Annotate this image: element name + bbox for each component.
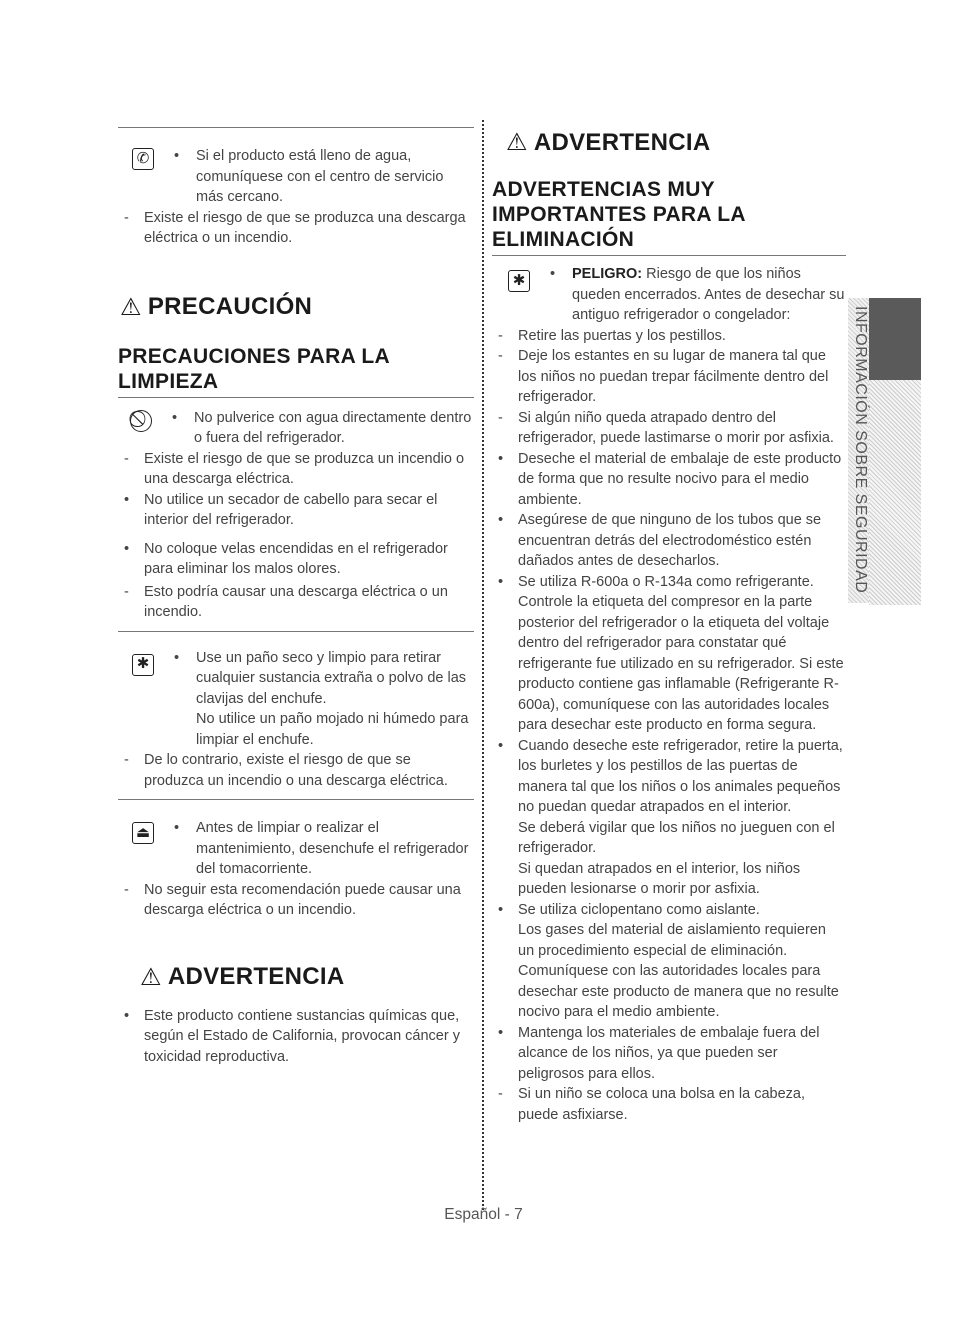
warning-triangle-icon: ⚠ — [140, 963, 162, 991]
phone-icon: ✆ — [132, 148, 154, 170]
warning-triangle-icon: ⚠ — [506, 129, 528, 156]
list-item: Si quedan atrapados en el interior, los niños pueden lesionarse o morir por asfixia. — [518, 860, 801, 897]
limpieza-subheading: PRECAUCIONES PARA LA LIMPIEZA — [118, 344, 390, 393]
warning-triangle-icon: ⚠ — [120, 293, 142, 321]
pano-notice: ✱ • Use un paño seco y limpio para retirar cualquier sustancia extraña o polvo de las clavijas del enchufe. No utilice un paño mojado ni húmedo para limpiar el enchufe. - De lo contrario, existe el riesgo de que se produzca un incendio o una descarga eléctrica. — [124, 649, 469, 789]
side-tab-pattern — [869, 380, 921, 605]
peligro-text: Riesgo de que los niños queden encerrados. Antes de desechar su antiguo refrigerador o congelador: — [572, 266, 845, 323]
service-notice: ✆ • Si el producto está lleno de agua, comuníquese con el centro de servicio más cercano. - Existe el riesgo de que se produzca una descarga eléctrica o un incendio. — [124, 148, 466, 246]
list-item: - Retire las puertas y los pestillos. — [498, 327, 726, 344]
no-spray-icon — [130, 410, 152, 432]
list-item: • Se utiliza R-600a o R-134a como refrigerante. Controle la etiqueta del compresor en la parte posterior del refrigerador o la etiqueta del voltaje dentro del refrigerador para constatar qué refrigerante fue utilizado en su refrigerador. Si este producto contiene gas inflamable (Refrigerante R-600a), comuníquese con las autoridades locales para desechar este producto en forma segura. — [498, 573, 844, 733]
list-item: - Si algún niño queda atrapado dentro del refrigerador, puede lastimarse o morir por asfixia. — [498, 409, 834, 446]
advertencia-heading-left: ⚠ ADVERTENCIA — [140, 963, 345, 991]
list-item: • Mantenga los materiales de embalaje fuera del alcance de los niños, ya que pueden ser peligrosos para ellos. — [498, 1024, 820, 1082]
list-item: • Se utiliza ciclopentano como aislante. — [498, 901, 760, 918]
list-item: Se deberá vigilar que los niños no jueguen con el refrigerador. — [518, 819, 835, 856]
peligro-label: PELIGRO: — [572, 266, 643, 282]
precaucion-heading: ⚠ PRECAUCIÓN — [120, 293, 313, 321]
page-number: Español - 7 — [444, 1206, 523, 1223]
desenchufe-notice: ⏏ • Antes de limpiar o realizar el mantenimiento, desenchufe el refrigerador del tomacorriente. - No seguir esta recomendación puede causar una descarga eléctrica o un incendio. — [124, 820, 469, 918]
divider-rule — [492, 255, 846, 256]
important-star-icon: ✱ — [132, 654, 154, 676]
list-item: - Si un niño se coloca una bolsa en la cabeza, puede asfixiarse. — [498, 1086, 805, 1123]
left-column — [118, 118, 474, 1067]
right-column — [492, 118, 846, 1125]
list-item: • Asegúrese de que ninguno de los tubos que se encuentran detrás del electrodoméstico estén dañados antes de desecharlos. — [498, 512, 822, 569]
eliminacion-list — [492, 326, 846, 1126]
side-tab — [848, 300, 872, 600]
divider-rule — [118, 127, 474, 128]
column-divider — [482, 120, 484, 1210]
list-item: • Cuando deseche este refrigerador, retire la puerta, los burletes y los pestillos de las puertas de manera tal que los niños o los animales pequeños no puedan quedar atrapados en el interior. — [498, 737, 843, 815]
eliminacion-subheading: ADVERTENCIAS MUY IMPORTANTES PARA LA ELIMINACIÓN — [492, 178, 746, 251]
important-star-icon: ✱ — [508, 270, 530, 292]
eliminacion-notice: ✱ • PELIGRO: Riesgo de que los niños queden encerrados. Antes de desechar su antiguo refrigerador o congelador: - Retire las puertas y los pestillos. - Deje los estantes en su lugar de manera tal que los niños no puedan trepar fácilmente dentro del refrigerador. - Si algún niño queda atrapado dentro del refrigerador, puede lastimarse o morir por asfixia. • Deseche el material de embalaje de este producto de forma que no resulte nocivo para el medio ambiente. • Asegúrese de que ninguno de los tubos que se encuentran detrás del electrodoméstico estén dañados antes de desecharlos. • Se utiliza R-600a o R-134a como refrigerante. Controle la etiqueta del compresor en la parte posterior del refrigerador o la etiqueta del voltaje dentro del refrigerador para constatar qué refrigerante fue utilizado en su refrigerador. Si este producto contiene gas inflamable (Refrigerante R-600a), comuníquese con las autoridades locales para desechar este producto en forma segura. • Cuando deseche este refrigerador, retire la puerta, los burletes y los pestillos de las puertas de manera tal que los niños o los animales pequeños no puedan quedar atrapados en el interior. Se deberá vigilar que los niños no jueguen con el refrigerador. Si quedan atrapados en el interior, los niños pueden lesionarse o morir por asfixia. • Se utiliza ciclopentano como aislante. Los gases del material de aislamiento requieren un procedimiento especial de eliminación. Comuníquese con las autoridades locales para desechar este producto de manera que no resulte nocivo para el medio ambiente. • Mantenga los materiales de embalaje fuera del alcance de los niños, ya que pueden ser peligrosos para ellos. - Si un niño se coloca una bolsa en la cabeza, puede asfixiarse. — [492, 264, 846, 1125]
unplug-icon: ⏏ — [132, 822, 154, 844]
california-notice: • Este producto contiene sustancias químicas que, según el Estado de California, provocan cáncer y toxicidad reproductiva. — [124, 1007, 460, 1065]
service-bullet: Si el producto está lleno de agua, comuníquese con el centro de servicio más cercano. — [196, 148, 444, 205]
list-item: - Deje los estantes en su lugar de manera tal que los niños no puedan trepar fácilmente dentro del refrigerador. — [498, 348, 829, 405]
divider-rule — [118, 397, 474, 398]
list-item: • Deseche el material de embalaje de este producto de forma que no resulte nocivo para el medio ambiente. — [498, 450, 842, 508]
divider-rule — [118, 631, 474, 632]
advertencia-heading-right: ⚠ ADVERTENCIA — [506, 128, 711, 156]
limpieza-notice: • No pulverice con agua directamente dentro o fuera del refrigerador. - Existe el riesgo de que se produzca un incendio o una descarga eléctrica. • No utilice un secador de cabello para secar el interior del refrigerador. • No coloque velas encendidas en el refrigerador para eliminar los malos olores. - Esto podría causar una descarga eléctrica o un incendio. — [124, 409, 472, 620]
service-dash: Existe el riesgo de que se produzca una descarga eléctrica o un incendio. — [144, 209, 466, 246]
list-item: Los gases del material de aislamiento requieren un procedimiento especial de eliminación. Comuníquese con las autoridades locales para desechar este producto de manera que no resulte nocivo para el medio ambiente. — [518, 922, 839, 1020]
side-tab-marker — [869, 298, 921, 380]
side-tab-label: INFORMACIÓN SOBRE SEGURIDAD — [852, 306, 869, 594]
divider-rule — [118, 799, 474, 800]
